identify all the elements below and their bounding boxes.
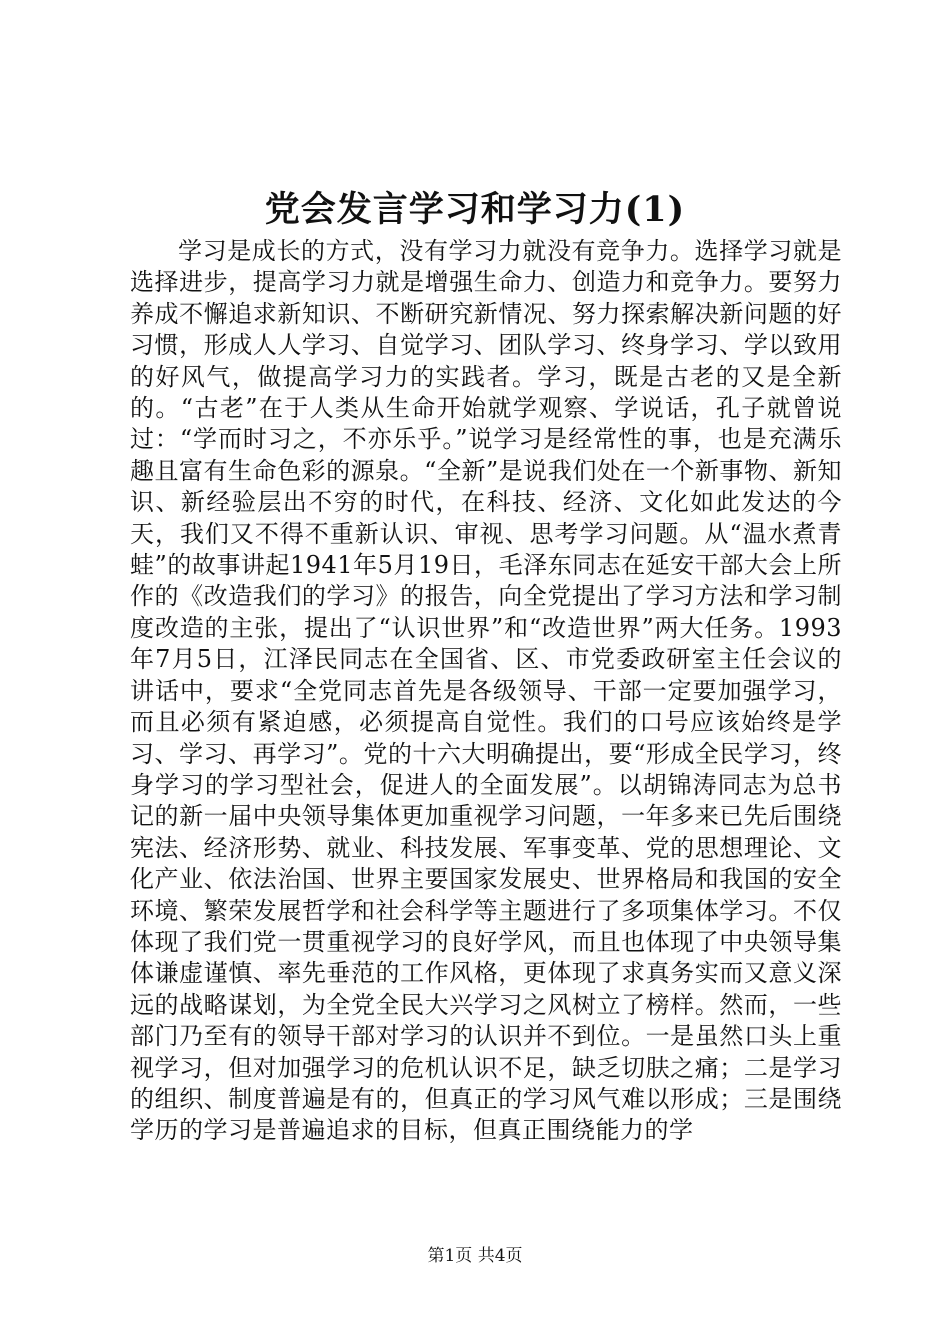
body-paragraph: 学习是成长的方式，没有学习力就没有竞争力。选择学习就是选择进步，提高学习力就是增强生命力、创造力和竞争力。要努力养成不懈追求新知识、不断研究新情况、努力探索解决新问题的好习惯，形成人人学习、自觉学习、团队学习、终身学习、学以致用的好风气，做提高学习力的实践者。学习，既是古老的又是全新的。“古老”在于人类从生命开始就学观察、学说话，孔子就曾说过：“学而时习之，不亦乐乎。”说学习是经常性的事，也是充满乐趣且富有生命色彩的源泉。“全新”是说我们处在一个新事物、新知识、新经验层出不穷的时代，在科技、经济、文化如此发达的今天，我们又不得不重新认识、审视、思考学习问题。从“温水煮青蛙”的故事讲起1941年5月19日，毛泽东同志在延安干部大会上所作的《改造我们的学习》的报告，向全党提出了学习方法和学习制度改造的主张，提出了“认识世界”和“改造世界”两大任务。1993年7月5日，江泽民同志在全国省、区、市党委政研室主任会议的讲话中，要求“全党同志首先是各级领导、干部一定要加强学习，而且必须有紧迫感，必须提高自觉性。我们的口号应该始终是学习、学习、再学习”。党的十六大明确提出，要“形成全民学习，终身学习的学习型社会，促进人的全面发展”。以胡锦涛同志为总书记的新一届中央领导集体更加重视学习问题，一年多来已先后围绕宪法、经济形势、就业、科技发展、军事变革、党的思想理论、文化产业、依法治国、世界主要国家发展史、世界格局和我国的安全环境、繁荣发展哲学和社会科学等主题进行了多项集体学习。不仅体现了我们党一贯重视学习的良好学风，而且也体现了中央领导集体谦虚谨慎、率先垂范的工作风格，更体现了求真务实而又意义深远的战略谋划，为全党全民大兴学习之风树立了榜样。然而，一些部门乃至有的领导干部对学习的认识并不到位。一是虽然口头上重视学习，但对加强学习的危机认识不足，缺乏切肤之痛；二是学习的组织、制度普遍是有的，但真正的学习风气难以形成；三是围绕学历的学习是普遍追求的目标，但真正围绕能力的学 xyxy=(130,237,842,1145)
document-title: 党会发言学习和学习力(1) xyxy=(264,189,686,230)
page-number: 第1页 共4页 xyxy=(427,1246,523,1266)
